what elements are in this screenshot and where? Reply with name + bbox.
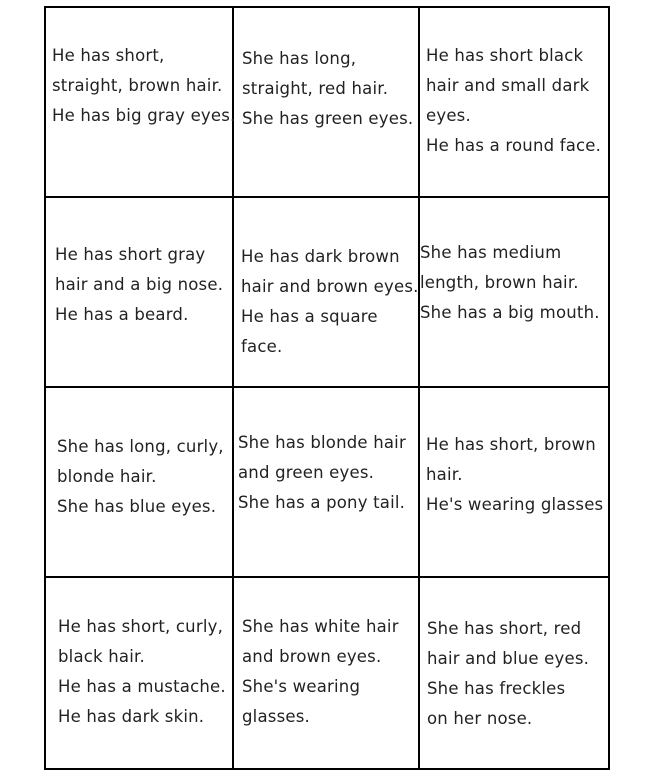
- card-line: length, brown hair.: [420, 273, 579, 292]
- card-line: She has long, curly,: [57, 437, 224, 456]
- card-text: [420, 238, 600, 328]
- description-card: [46, 388, 234, 578]
- description-card: [46, 8, 234, 198]
- card-line: He has a round face.: [426, 136, 602, 155]
- card-line: She has blonde hair: [238, 433, 406, 452]
- description-card: [420, 578, 608, 768]
- description-card: [420, 388, 608, 578]
- card-line: He's wearing glasses: [426, 495, 604, 514]
- card-line: He has dark brown: [241, 247, 400, 266]
- card-line: She has long,: [242, 49, 357, 68]
- description-card: [234, 388, 420, 578]
- card-line: He has short,: [52, 46, 165, 65]
- card-line: hair and blue eyes.: [427, 649, 590, 668]
- card-line: She has short, red: [427, 619, 582, 638]
- card-line: He has short black: [426, 46, 584, 65]
- card-text: [426, 430, 603, 520]
- description-card: [234, 198, 420, 388]
- card-line: and brown eyes.: [242, 647, 382, 666]
- card-line: He has short gray: [55, 245, 206, 264]
- card-line: He has dark skin.: [58, 707, 205, 726]
- card-line: He has a beard.: [55, 305, 189, 324]
- card-line: blonde hair.: [57, 467, 157, 486]
- card-text: [426, 41, 601, 161]
- card-text: [238, 428, 406, 518]
- card-line: black hair.: [58, 647, 145, 666]
- card-line: He has big gray eyes.: [52, 106, 236, 125]
- card-line: straight, red hair.: [242, 79, 389, 98]
- description-card: [46, 578, 234, 768]
- card-text: [58, 612, 226, 732]
- card-line: She has a pony tail.: [238, 493, 406, 512]
- card-line: hair and brown eyes.: [241, 277, 419, 296]
- card-line: eyes.: [426, 106, 471, 125]
- card-line: She's wearing: [242, 677, 361, 696]
- description-card-grid: [44, 6, 610, 770]
- card-line: She has a big mouth.: [420, 303, 600, 322]
- card-line: straight, brown hair.: [52, 76, 223, 95]
- description-card: [420, 198, 608, 388]
- card-line: She has freckles: [427, 679, 566, 698]
- card-line: She has white hair: [242, 617, 399, 636]
- description-card: [234, 8, 420, 198]
- card-text: [242, 612, 399, 732]
- card-line: He has a square: [241, 307, 378, 326]
- card-text: [241, 242, 419, 362]
- card-line: and green eyes.: [238, 463, 375, 482]
- card-line: She has green eyes.: [242, 109, 414, 128]
- description-card: [420, 8, 608, 198]
- card-line: hair.: [426, 465, 463, 484]
- description-card: [234, 578, 420, 768]
- card-line: He has short, brown: [426, 435, 596, 454]
- card-line: He has a mustache.: [58, 677, 226, 696]
- card-text: [427, 614, 589, 734]
- card-line: face.: [241, 337, 283, 356]
- card-line: hair and small dark: [426, 76, 590, 95]
- card-line: He has short, curly,: [58, 617, 224, 636]
- card-line: She has medium: [420, 243, 562, 262]
- card-line: hair and a big nose.: [55, 275, 224, 294]
- card-text: [52, 41, 235, 131]
- card-text: [242, 44, 413, 134]
- card-text: [57, 432, 224, 522]
- card-text: [55, 240, 223, 330]
- card-line: on her nose.: [427, 709, 533, 728]
- description-card: [46, 198, 234, 388]
- card-line: She has blue eyes.: [57, 497, 217, 516]
- card-line: glasses.: [242, 707, 310, 726]
